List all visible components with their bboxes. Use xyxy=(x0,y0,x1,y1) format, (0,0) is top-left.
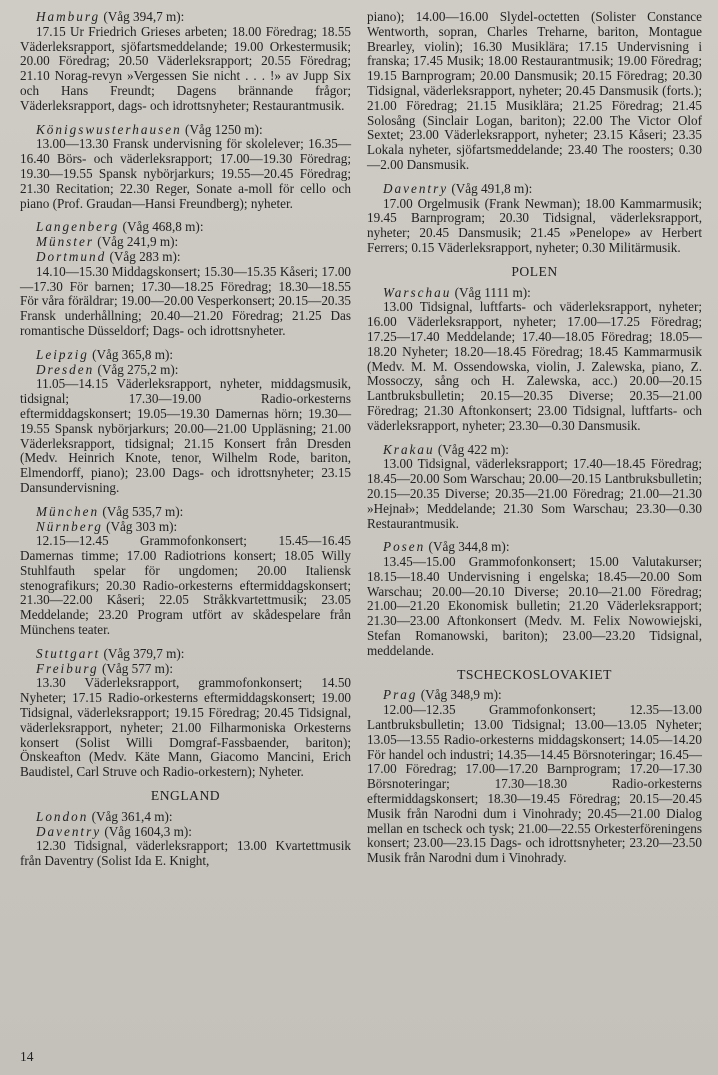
station-heading xyxy=(20,250,351,265)
program-text: 13.00 Tidsignal, luftfarts- och väderleksrapport, nyheter; 16.00 Väderleksrapport, nyheter; 17.00—17.25 Föredrag; 17.25—17.40 Meddelande; 17.40—18.05 Föredrag; 18.05—18.20 Nyheter; 18.20—18.45 Föredrag; 18.45 Kammarmusik (Medv. M. M. Ossendowska, violin, J. Zalewska, piano, Z. Mossoczy, sång och H. Zalewska, acc.) 20.00—20.15 Lantbruksbulletin; 20.15—20.35 Diverse; 20.35—21.00 Föredrag; 21.30 Aftonkonsert; 23.00 Tidsignal, luftfarts- och väderleksrapport, nyheter; 23.30—0.30 Dansmusik. xyxy=(367,299,702,433)
station-name: Dortmund xyxy=(36,248,107,264)
station-heading xyxy=(20,235,351,250)
station-langenberg xyxy=(20,220,351,338)
station-heading xyxy=(20,647,351,662)
right-column xyxy=(367,10,702,878)
wavelength: (Våg 394,7 m): xyxy=(103,9,185,24)
program-text: 17.00 Orgelmusik (Frank Newman); 18.00 Kammarmusik; 19.45 Barnprogram; 20.30 Tidsignal, väderleksrapport, nyheter; 20.45 Dansmusik; 21.45 »Penelope» av Herbert Ferrers; 0.15 Väderleksrapport, nyheter; 0.30 Militärmusik. xyxy=(367,195,702,255)
wavelength: (Våg 1250 m): xyxy=(184,121,263,137)
station-name: Nürnberg xyxy=(36,518,103,534)
wavelength: (Våg 303 m): xyxy=(106,518,178,534)
station-heading xyxy=(20,662,351,677)
station-heading xyxy=(20,348,351,363)
station-heading xyxy=(20,810,351,825)
station-prag xyxy=(367,688,702,866)
station-heading xyxy=(367,286,702,301)
station-hamburg xyxy=(20,10,351,114)
station-heading xyxy=(20,520,351,535)
station-name: Daventry xyxy=(36,823,102,839)
wavelength: (Våg 1111 m): xyxy=(454,284,531,300)
program-text: 12.30 Tidsignal, väderleksrapport; 13.00 Kvartettmusik från Daventry (Solist Ida E. Knight, xyxy=(20,838,352,869)
station-name: Prag xyxy=(383,687,418,703)
station-munchen xyxy=(20,505,351,638)
program-text: 11.05—14.15 Väderleksrapport, nyheter, middagsmusik, tidsignal; 17.30—19.00 Radio-orkesterns eftermiddagskonsert; 19.05—19.30 Damernas hörn; 19.30—19.55 Spansk nybörjarkurs; 20.00—21.00 Uppläsning; 21.00 Väderleksrapport, tidsignal; 21.15 Konsert från Dresden (Medv. Heinrich Knote, tenor, Wilhelm Rode, bariton, Elmendorff, piano); 23.00 Dags- och idrottsnyheter; 23.15 Dansundervisning. xyxy=(20,376,352,495)
country-heading-tjeckoslovakiet: TSCHECKOSLOVAKIET xyxy=(457,666,612,682)
station-name: Stuttgart xyxy=(36,645,101,661)
station-london-continued xyxy=(367,10,702,173)
station-name: München xyxy=(36,503,100,519)
station-name: Münster xyxy=(36,234,94,250)
wavelength: (Våg 283 m): xyxy=(109,248,181,264)
page-number: 14 xyxy=(20,1049,34,1064)
wavelength: (Våg 344,8 m): xyxy=(428,539,510,555)
wavelength: (Våg 275,2 m): xyxy=(97,361,179,377)
station-name: Dresden xyxy=(36,361,95,377)
columns xyxy=(20,10,702,878)
program-text: 13.45—15.00 Grammofonkonsert; 15.00 Valutakurser; 18.15—18.40 Undervisning i engelska; 18.45—20.00 Som Warschau; 20.00—20.10 Diverse; 20.10—21.00 Föredrag; 21.00—21.20 Ekonomisk bulletin; 21.20 Väderleksrapport; 21.30—23.00 Aftonkonsert (Medv. M. Felix Nowowiejski, Stefan Romanowski, bariton); 23.00—23.20 Tidsignal, meddelande. xyxy=(367,554,702,658)
program-text: piano); 14.00—16.00 Slydel-octetten (Solister Constance Wentworth, sopran, Charles Treharne, bariton, Montague Brearley, violin); 16.30 Musiklära; 17.15 Undervisning i franska; 17.45 Musik; 18.00 Restaurantmusik; 19.00 Föredrag; 19.15 Barnprogram; 20.00 Dansmusik; 20.15 Föredrag; 20.30 Tidsignal, väderleksrapport, nyheter; 20.45 Dansmusik (forts.); 21.00 Föredrag; 21.15 Musiklära; 21.25 Föredrag; 21.45 Solosång (Sinclair Logan, bariton); 22.00 The Victor Olof Sextet; 23.00 Väderleksrapport, nyheter; 23.15 Kåseri; 23.35 Lokala nyheter, sjöfartsmeddelande; 23.40 The roosters; 0.30—2.00 Dansmusik. xyxy=(367,9,702,172)
wavelength: (Våg 577 m): xyxy=(101,660,173,676)
station-krakau xyxy=(367,443,702,532)
station-daventry xyxy=(367,182,702,256)
program-text: 17.15 Ur Friedrich Grieses arbeten; 18.00 Föredrag; 18.55 Väderleksrapport, sjöfartsmeddelande; 19.00 Orkestermusik; 20.00 Föredrag; 20.50 Väderleksrapport; 20.55 Föredrag; 21.10 Norag-revyn »Vergessen Sie nicht . . . !» av Jupp Six och Hans Freundt; Dagens brännande frågor; Väderleksrapport, dags- och idrottsnyheter; Restaurantmusik. xyxy=(20,23,352,113)
station-stuttgart xyxy=(20,647,351,780)
station-name: London xyxy=(36,808,89,824)
wavelength: (Våg 365,8 m): xyxy=(92,346,174,362)
station-name: Königswusterhausen xyxy=(36,121,182,137)
station-name: Leipzig xyxy=(36,346,89,362)
station-posen xyxy=(367,540,702,658)
program-text: 13.30 Väderleksrapport, grammofonkonsert; 14.50 Nyheter; 17.15 Radio-orkesterns eftermiddagskonsert; 19.00 Tidsignal, väderleksrapport; 19.15 Föredrag; 20.45 Tidsignal, väderleksrapport, nyheter; 21.00 Filharmoniska Orkesterns konsert (Solist Willi Domgraf-Fassbaender, bariton); Önskeafton (Medv. Käte Mann, Giacomo Mancini, Erich Baudistel, Carl Struve och Radio-orkestern); Nyheter. xyxy=(20,675,352,780)
country-heading-england: ENGLAND xyxy=(150,788,221,804)
wavelength: (Våg 422 m): xyxy=(437,441,509,457)
station-heading xyxy=(20,825,351,840)
station-name: Freiburg xyxy=(36,660,99,676)
station-heading xyxy=(20,10,351,25)
wavelength: (Våg 491,8 m): xyxy=(451,180,533,196)
program-text: 14.10—15.30 Middagskonsert; 15.30—15.35 Kåseri; 17.00—17.30 För barnen; 17.30—18.25 Föredrag; 18.30—18.55 För våra föräldrar; 19.00—20.00 Vesperkonsert; 20.15—20.35 Fransk underhållning; 20.40—21.20 Föredrag; 21.25 Das romantische Düsseldorf; Dags- och idrottsnyheter. xyxy=(20,263,352,338)
program-text: 13.00—13.30 Fransk undervisning för skolelever; 16.35—16.40 Börs- och väderleksrapport; 17.00—19.30 Föredrag; 19.30—19.55 Spansk nybörjarkurs; 19.55—20.45 Föredrag; 21.30 Recitation; 22.30 Reger, Sonate a-moll för cello och piano (Prof. Graudan—Hansi Freundberg); nyheter. xyxy=(20,136,352,211)
program-text: 13.00 Tidsignal, väderleksrapport; 17.40—18.45 Föredrag; 18.45—20.00 Som Warschau; 20.00—20.15 Lantbruksbulletin; 20.15—20.35 Diverse; 20.35—21.00 Föredrag; 21.00—21.30 »Hejnał»; Meddelande; 21.30 Som Warschau; 23.30—0.30 Restaurantmusik. xyxy=(367,456,702,531)
station-warschau xyxy=(367,286,702,434)
left-column xyxy=(20,10,351,878)
station-heading xyxy=(20,123,351,138)
station-name: Warschau xyxy=(383,284,452,300)
wavelength: (Våg 241,9 m): xyxy=(97,234,179,250)
wavelength: (Våg 468,8 m): xyxy=(122,219,204,235)
wavelength: (Våg 379,7 m): xyxy=(103,645,185,661)
station-heading xyxy=(367,688,702,703)
program-text: 12.00—12.35 Grammofonkonsert; 12.35—13.00 Lantbruksbulletin; 13.00 Tidsignal; 13.00—13.05 Nyheter; 13.05—13.55 Radio-orkesterns middagskonsert; 14.05—14.20 För handel och industri; 14.35—14.45 Börsnoteringar; 16.45—17.00 Föredrag; 17.00—17.20 Barnprogram; 17.20—17.30 Börsnoteringar; 17.30—18.30 Radio-orkesterns eftermiddagskonsert; 18.30—19.45 Föredrag; 20.15—20.45 Musik från Narodni dum i Vinohrady; 20.45—21.00 Dialog mellan en tscheck och tysk; 21.00—22.55 Orkesterföreningens konsert; 23.00—23.15 Dags- och idrottsnyheter; 23.20—23.50 Musik från Narodni dum i Vinohrady. xyxy=(367,702,702,866)
station-heading xyxy=(20,220,351,235)
station-heading xyxy=(367,443,702,458)
program-text: 12.15—12.45 Grammofonkonsert; 15.45—16.45 Damernas timme; 17.00 Radiotrions konsert; 18.05 Willy Stuhlfauth spelar för ungdomen; 20.00 Italiensk stenografikurs; 20.30 Radio-orkesterns eftermiddagskonsert; 21.30—22.00 Kåseri; 22.05 Stråkkvartettmusik; 23.05 Meddelande; 23.20 Program utfört av skådespelare från Münchens teater. xyxy=(20,533,352,638)
station-name: Hamburg xyxy=(36,9,101,24)
station-heading xyxy=(20,505,351,520)
wavelength: (Våg 348,9 m): xyxy=(420,687,502,703)
station-london xyxy=(20,810,351,869)
station-name: Langenberg xyxy=(36,219,120,235)
station-heading xyxy=(367,182,702,197)
station-name: Krakau xyxy=(383,441,435,457)
wavelength: (Våg 1604,3 m): xyxy=(104,823,192,839)
station-heading xyxy=(367,540,702,555)
station-name: Daventry xyxy=(383,180,449,196)
station-leipzig xyxy=(20,348,351,496)
station-heading xyxy=(20,363,351,378)
station-konigswusterhausen xyxy=(20,123,351,212)
wavelength: (Våg 361,4 m): xyxy=(91,808,173,824)
station-name: Posen xyxy=(383,539,426,555)
country-heading-polen: POLEN xyxy=(511,263,558,279)
wavelength: (Våg 535,7 m): xyxy=(102,503,184,519)
